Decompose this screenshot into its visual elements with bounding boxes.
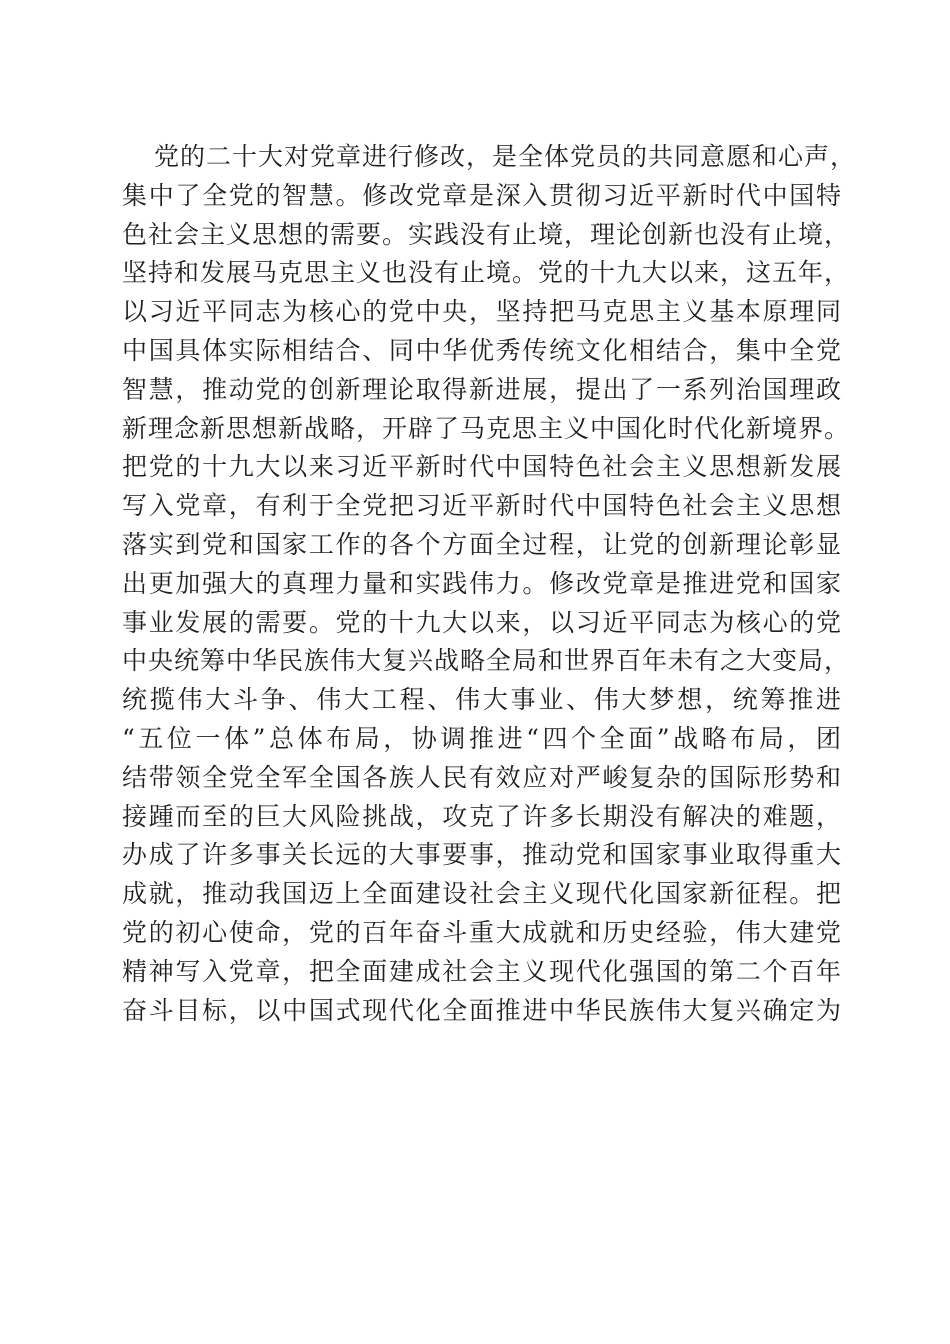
text-line-3: 色社会主义思想的需要。实践没有止境，理论创新也没有止境， [122, 219, 851, 249]
text-line-22: 精神写入党章，把全面建成社会主义现代化强国的第二个百年 [122, 956, 842, 986]
text-line-20: 成就，推动我国迈上全面建设社会主义现代化国家新征程。把 [122, 879, 842, 909]
text-line-6: 中国具体实际相结合、同中华优秀传统文化相结合，集中全党 [122, 335, 842, 365]
text-line-23: 奋斗目标，以中国式现代化全面推进中华民族伟大复兴确定为 [122, 995, 842, 1025]
text-line-8: 新理念新思想新战略，开辟了马克思主义中国化时代化新境界。 [122, 413, 851, 443]
text-line-12: 出更加强大的真理力量和实践伟力。修改党章是推进党和国家 [122, 568, 842, 598]
text-line-19: 办成了许多事关长远的大事要事，推动党和国家事业取得重大 [122, 840, 842, 870]
text-line-21: 党的初心使命，党的百年奋斗重大成就和历史经验，伟大建党 [122, 917, 842, 947]
text-line-4: 坚持和发展马克思主义也没有止境。党的十九大以来，这五年， [122, 258, 851, 288]
text-line-16: “五位一体”总体布局，协调推进“四个全面”战略布局，团 [122, 723, 842, 753]
text-line-1: 党的二十大对党章进行修改，是全体党员的共同意愿和心声， [154, 142, 857, 171]
text-line-5: 以习近平同志为核心的党中央，坚持把马克思主义基本原理同 [122, 297, 842, 327]
text-line-13: 事业发展的需要。党的十九大以来，以习近平同志为核心的党 [122, 607, 842, 637]
body-paragraph [122, 138, 857, 1030]
text-line-2: 集中了全党的智慧。修改党章是深入贯彻习近平新时代中国特 [122, 180, 842, 210]
text-line-15: 统揽伟大斗争、伟大工程、伟大事业、伟大梦想，统筹推进 [122, 685, 842, 715]
text-line-7: 智慧，推动党的创新理论取得新进展，提出了一系列治国理政 [122, 374, 842, 404]
text-line-18: 接踵而至的巨大风险挑战，攻克了许多长期没有解决的难题， [122, 801, 842, 831]
text-line-9: 把党的十九大以来习近平新时代中国特色社会主义思想新发展 [122, 452, 842, 482]
text-line-11: 落实到党和国家工作的各个方面全过程，让党的创新理论彰显 [122, 529, 842, 559]
text-line-14: 中央统筹中华民族伟大复兴战略全局和世界百年未有之大变局， [122, 646, 851, 676]
text-line-17: 结带领全党全军全国各族人民有效应对严峻复杂的国际形势和 [122, 762, 842, 792]
text-line-10: 写入党章，有利于全党把习近平新时代中国特色社会主义思想 [122, 491, 842, 521]
